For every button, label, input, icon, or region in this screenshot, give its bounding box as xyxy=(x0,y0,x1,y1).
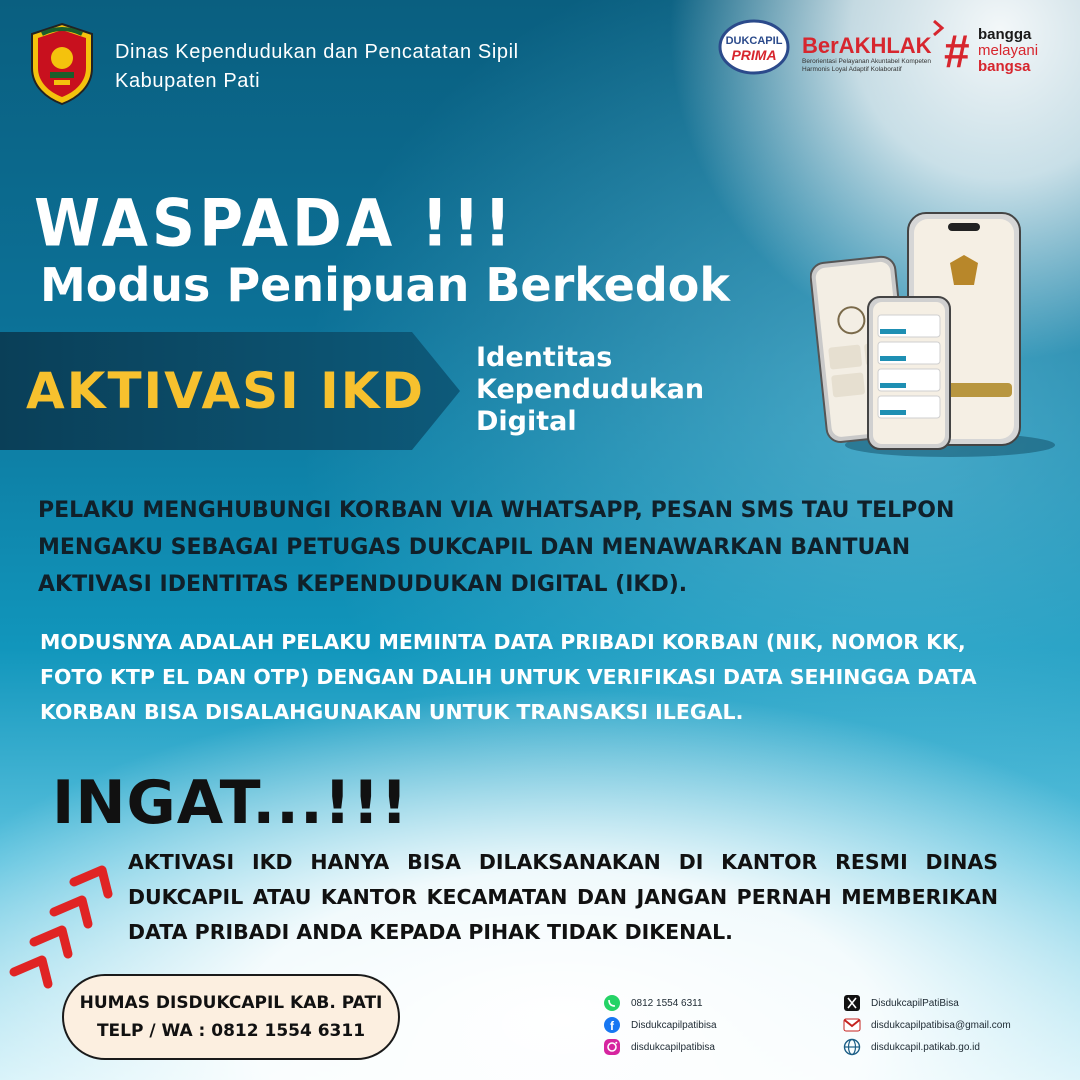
x-handle: DisdukcapilPatiBisa xyxy=(871,997,959,1009)
dukcapil-logo-text: DUKCAPIL xyxy=(725,35,783,47)
modus-detail xyxy=(40,625,1050,730)
humas-contact-box xyxy=(62,974,400,1060)
social-instagram[interactable] xyxy=(603,1038,715,1056)
prima-logo-text: PRIMA xyxy=(731,47,777,63)
modus-headline: Modus Penipuan Berkedok xyxy=(40,258,730,312)
berakhlak-logo xyxy=(802,21,942,73)
modus-description-line-2: MENGAKU SEBAGAI PETUGAS DUKCAPIL DAN MENAWARKAN BANTUAN xyxy=(38,535,911,560)
instagram-handle: disdukcapilpatibisa xyxy=(631,1041,715,1053)
official-activation-warning: AKTIVASI IKD HANYA BISA DILAKSANAKAN DI KANTOR RESMI DINAS DUKCAPIL ATAU KANTOR KECAMATAN DAN JANGAN PERNAH MEMBERIKAN DATA PRIBADI ANDA KEPADA PIHAK TIDAK DIKENAL. xyxy=(128,850,998,944)
gmail-icon xyxy=(843,1016,861,1034)
ikd-app-phones-illustration xyxy=(810,205,1060,465)
partner-logos xyxy=(716,15,1056,85)
social-whatsapp[interactable] xyxy=(603,994,703,1012)
humas-contact-phone: TELP / WA : 0812 1554 6311 xyxy=(96,1021,366,1041)
modus-description-line-3: AKTIVASI IDENTITAS KEPENDUDUKAN DIGITAL (IKD). xyxy=(38,572,688,597)
ikd-definition-line-1: Identitas xyxy=(476,342,613,373)
berakhlak-sub-1: Berorientasi Pelayanan Akuntabel Kompeten xyxy=(802,58,932,65)
website-url: disdukcapil.patikab.go.id xyxy=(871,1041,980,1053)
phone-center xyxy=(868,297,950,449)
dukcapil-prima-logo xyxy=(720,21,788,73)
warning-headline: WASPADA !!! xyxy=(34,186,516,262)
kabupaten-pati-emblem xyxy=(28,22,96,106)
ikd-definition-line-3: Digital xyxy=(476,406,577,437)
social-email[interactable] xyxy=(843,1016,1011,1034)
ingat-heading: INGAT...!!! xyxy=(52,768,409,838)
bangga-melayani-bangsa-logo xyxy=(944,25,1038,77)
organization-name xyxy=(115,38,519,96)
whatsapp-icon xyxy=(603,994,621,1012)
modus-description-line-1: PELAKU MENGHUBUNGI KORBAN VIA WHATSAPP, PESAN SMS TAU TELPON xyxy=(38,498,955,523)
globe-icon xyxy=(843,1038,861,1056)
x-logo-icon xyxy=(843,994,861,1012)
facebook-handle: Disdukcapilpatibisa xyxy=(631,1019,717,1031)
berakhlak-sub-2: Harmonis Loyal Adaptif Kolaboratif xyxy=(802,66,902,73)
humas-contact-title: HUMAS DISDUKCAPIL KAB. PATI xyxy=(79,993,383,1013)
social-facebook[interactable] xyxy=(603,1016,717,1034)
modus-detail-line-3: KORBAN BISA DISALAHGUNAKAN UNTUK TRANSAKSI ILEGAL. xyxy=(40,700,744,724)
social-website[interactable] xyxy=(843,1038,980,1056)
ikd-definition-line-2: Kependudukan xyxy=(476,374,705,405)
facebook-icon xyxy=(603,1016,621,1034)
aktivasi-ikd-title: AKTIVASI IKD xyxy=(26,362,426,420)
ikd-definition xyxy=(476,342,776,438)
organization-line-1: Dinas Kependudukan dan Pencatatan Sipil xyxy=(115,41,519,63)
modus-detail-line-2: FOTO KTP EL DAN OTP) DENGAN DALIH UNTUK VERIFIKASI DATA SEHINGGA DATA xyxy=(40,665,977,689)
berakhlak-logo-text: BerAKHLAK xyxy=(802,33,932,58)
svg-text:f: f xyxy=(610,1019,614,1033)
modus-detail-line-1: MODUSNYA ADALAH PELAKU MEMINTA DATA PRIBADI KORBAN (NIK, NOMOR KK, xyxy=(40,630,966,654)
melayani-text: melayani xyxy=(978,42,1039,59)
instagram-icon xyxy=(603,1038,621,1056)
organization-line-2: Kabupaten Pati xyxy=(115,70,261,92)
hashtag-icon: # xyxy=(944,25,970,77)
social-x[interactable] xyxy=(843,994,959,1012)
bangga-text: bangga xyxy=(978,26,1032,43)
whatsapp-number: 0812 1554 6311 xyxy=(631,997,703,1009)
modus-description xyxy=(38,492,1038,603)
bangsa-text: bangsa xyxy=(978,58,1031,75)
email-address: disdukcapilpatibisa@gmail.com xyxy=(871,1019,1011,1031)
